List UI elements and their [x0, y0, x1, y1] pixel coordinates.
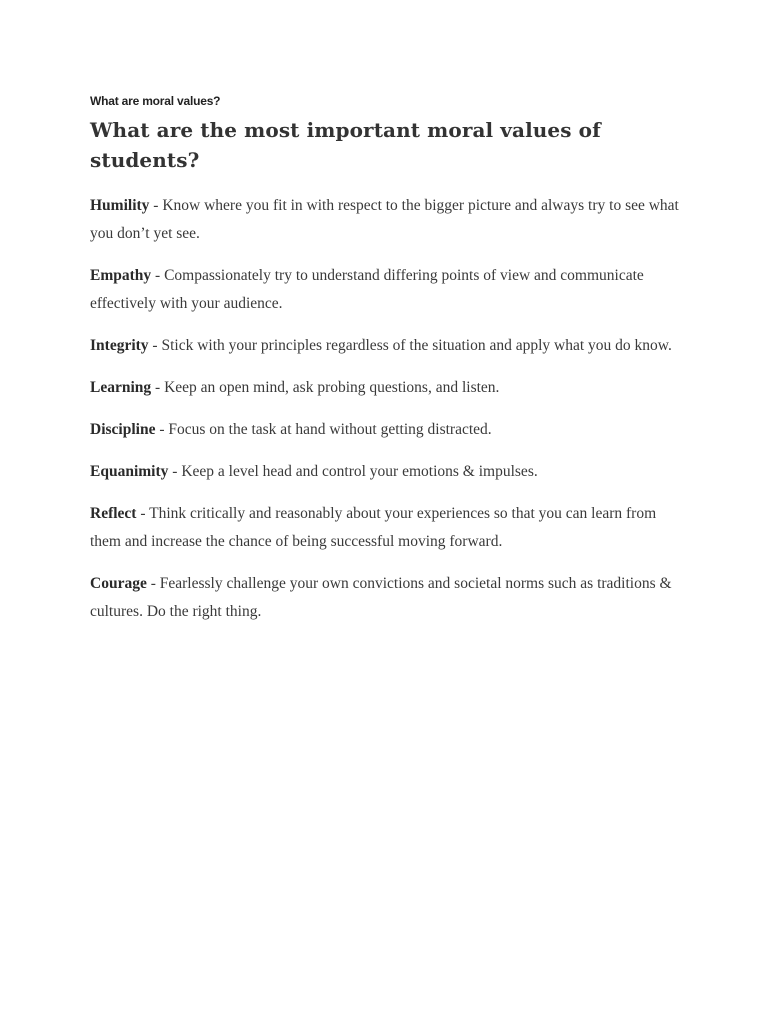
value-term: Equanimity	[90, 463, 169, 480]
value-item-empathy	[90, 262, 680, 318]
section-eyebrow: What are moral values?	[90, 94, 221, 108]
value-description: Keep a level head and control your emotions & impulses.	[181, 463, 538, 480]
value-description: Stick with your principles regardless of the situation and apply what you do know.	[161, 337, 672, 354]
value-separator: -	[136, 505, 150, 522]
value-item-integrity	[90, 332, 680, 360]
value-term: Learning	[90, 379, 152, 396]
moral-values-list	[90, 192, 680, 626]
page-title: What are the most important moral values of students?	[90, 118, 601, 172]
article	[90, 93, 680, 640]
value-separator: -	[149, 197, 163, 214]
value-item-discipline	[90, 416, 680, 444]
value-term: Humility	[90, 197, 150, 214]
value-item-courage	[90, 570, 680, 626]
value-term: Discipline	[90, 421, 156, 438]
value-description: Fearlessly challenge your own convictions and societal norms such as traditions & cultures. Do the right thing.	[90, 575, 672, 620]
value-description: Keep an open mind, ask probing questions, and listen.	[164, 379, 500, 396]
value-separator: -	[151, 267, 165, 284]
value-separator: -	[155, 421, 169, 438]
value-term: Integrity	[90, 337, 149, 354]
value-term: Courage	[90, 575, 147, 592]
value-item-humility	[90, 192, 680, 248]
value-item-learning	[90, 374, 680, 402]
value-item-reflect	[90, 500, 680, 556]
value-term: Empathy	[90, 267, 152, 284]
value-term: Reflect	[90, 505, 137, 522]
value-item-equanimity	[90, 458, 680, 486]
value-separator: -	[168, 463, 182, 480]
value-description: Think critically and reasonably about your experiences so that you can learn from them and increase the chance of being successful moving forward.	[90, 505, 657, 550]
value-description: Focus on the task at hand without getting distracted.	[168, 421, 492, 438]
value-separator: -	[148, 337, 162, 354]
value-separator: -	[151, 379, 165, 396]
value-separator: -	[146, 575, 160, 592]
value-description: Know where you fit in with respect to the bigger picture and always try to see what you don’t yet see.	[90, 197, 679, 242]
value-description: Compassionately try to understand differing points of view and communicate effectively with your audience.	[90, 267, 644, 312]
